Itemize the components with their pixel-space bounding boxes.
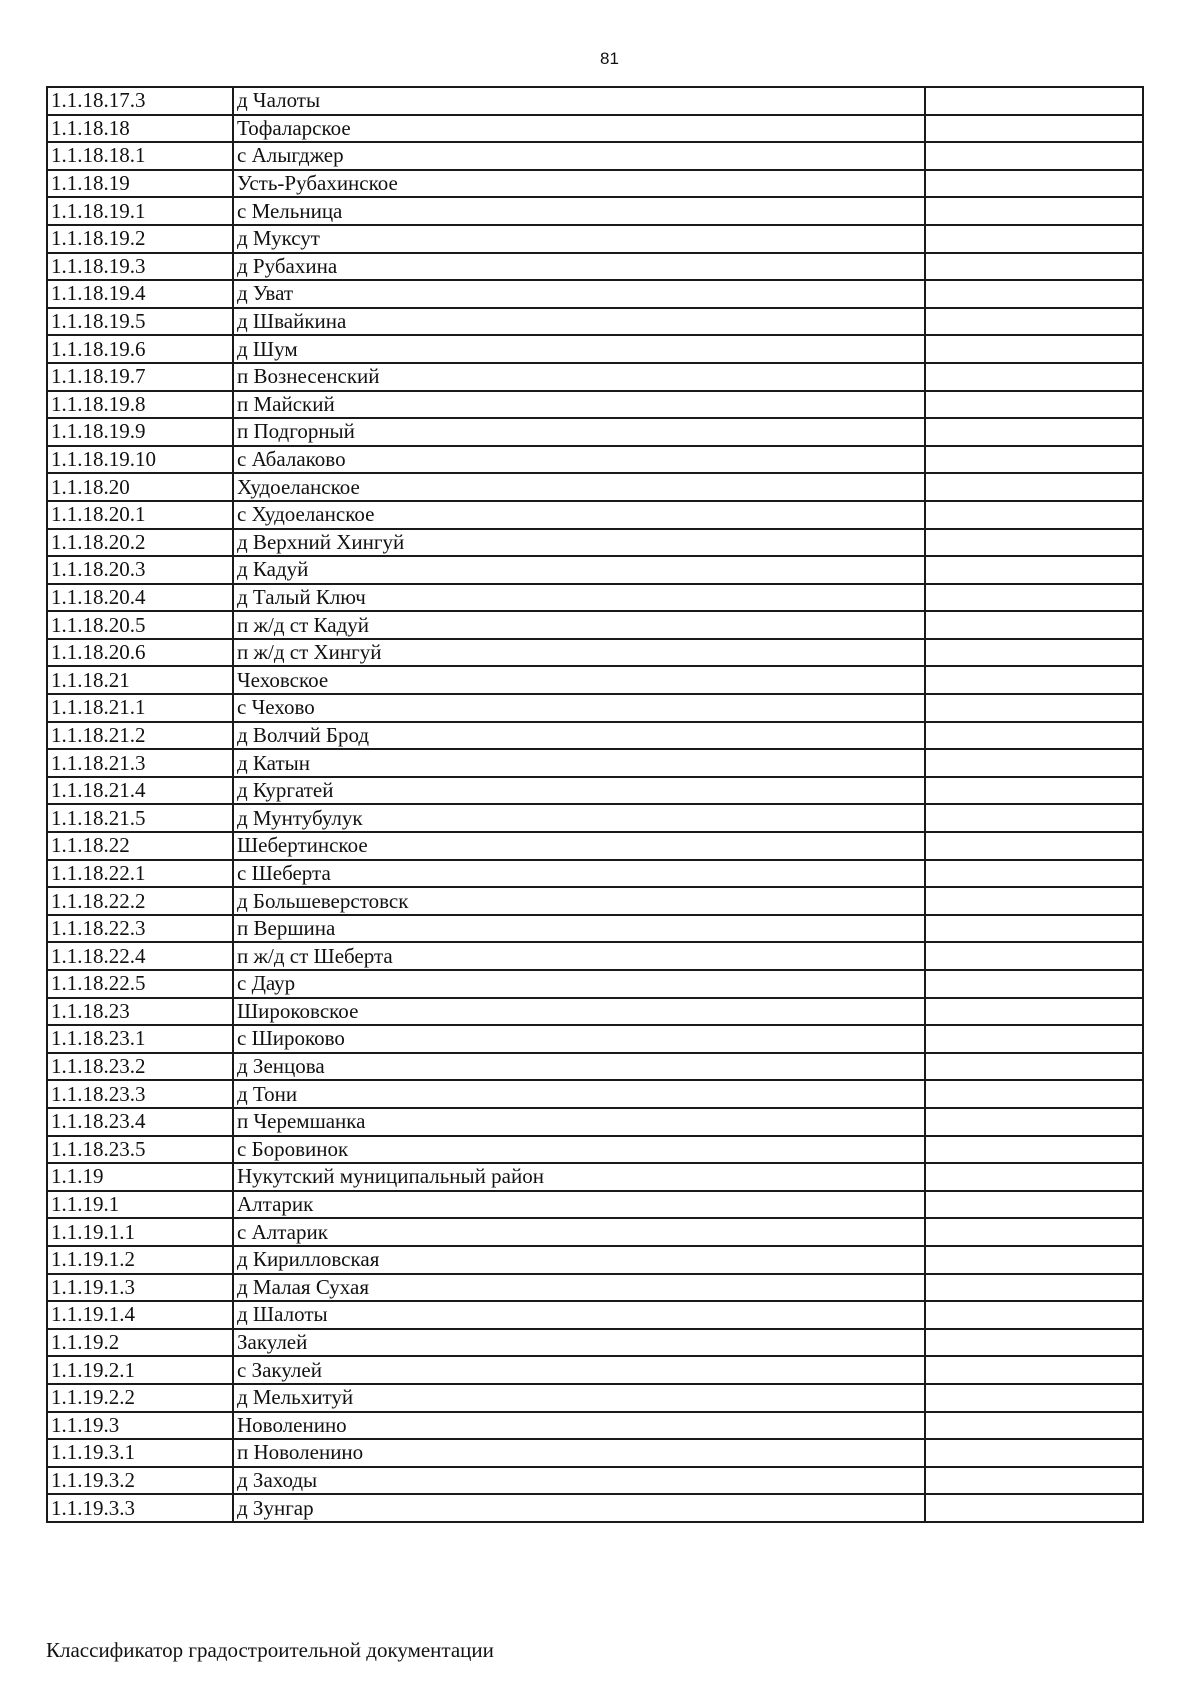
empty-cell: [925, 942, 1143, 970]
empty-cell: [925, 225, 1143, 253]
code-cell: 1.1.18.20.6: [47, 639, 233, 667]
empty-cell: [925, 529, 1143, 557]
code-cell: 1.1.18.23: [47, 998, 233, 1026]
code-cell: 1.1.19.2.2: [47, 1384, 233, 1412]
code-cell: 1.1.19.1.4: [47, 1301, 233, 1329]
empty-cell: [925, 1080, 1143, 1108]
table-row: [47, 418, 1143, 446]
code-cell: 1.1.19.2: [47, 1329, 233, 1357]
code-cell: 1.1.18.23.1: [47, 1025, 233, 1053]
code-cell: 1.1.18.19.8: [47, 391, 233, 419]
page-number: 81: [600, 49, 619, 68]
table-row: [47, 1274, 1143, 1302]
code-cell: 1.1.18.21.1: [47, 694, 233, 722]
table-row: [47, 363, 1143, 391]
empty-cell: [925, 970, 1143, 998]
name-cell: д Кирилловская: [233, 1246, 925, 1274]
empty-cell: [925, 722, 1143, 750]
name-cell: д Тони: [233, 1080, 925, 1108]
name-cell: Новоленино: [233, 1412, 925, 1440]
empty-cell: [925, 998, 1143, 1026]
name-cell: п ж/д ст Хингуй: [233, 639, 925, 667]
table-row: [47, 1439, 1143, 1467]
empty-cell: [925, 335, 1143, 363]
empty-cell: [925, 666, 1143, 694]
name-cell: Тофаларское: [233, 115, 925, 143]
empty-cell: [925, 473, 1143, 501]
table-row: [47, 1246, 1143, 1274]
empty-cell: [925, 804, 1143, 832]
code-cell: 1.1.18.19.1: [47, 197, 233, 225]
code-cell: 1.1.18.20.4: [47, 584, 233, 612]
name-cell: п Вознесенский: [233, 363, 925, 391]
table-row: [47, 1191, 1143, 1219]
empty-cell: [925, 1246, 1143, 1274]
code-cell: 1.1.19.1: [47, 1191, 233, 1219]
empty-cell: [925, 1439, 1143, 1467]
table-row: [47, 1384, 1143, 1412]
table-row: [47, 1080, 1143, 1108]
table-row: [47, 777, 1143, 805]
table-row: [47, 832, 1143, 860]
name-cell: Худоеланское: [233, 473, 925, 501]
empty-cell: [925, 1163, 1143, 1191]
empty-cell: [925, 1467, 1143, 1495]
table-row: [47, 860, 1143, 888]
code-cell: 1.1.18.18.1: [47, 142, 233, 170]
empty-cell: [925, 556, 1143, 584]
code-cell: 1.1.18.19.3: [47, 253, 233, 281]
code-cell: 1.1.18.19.5: [47, 308, 233, 336]
code-cell: 1.1.18.19.10: [47, 446, 233, 474]
name-cell: Закулей: [233, 1329, 925, 1357]
table-row: [47, 584, 1143, 612]
name-cell: Нукутский муниципальный район: [233, 1163, 925, 1191]
code-cell: 1.1.18.22.4: [47, 942, 233, 970]
table-row: [47, 335, 1143, 363]
name-cell: д Зенцова: [233, 1053, 925, 1081]
name-cell: д Кургатей: [233, 777, 925, 805]
empty-cell: [925, 142, 1143, 170]
empty-cell: [925, 1218, 1143, 1246]
table-row: [47, 170, 1143, 198]
table-row: [47, 446, 1143, 474]
name-cell: Шебертинское: [233, 832, 925, 860]
name-cell: п Подгорный: [233, 418, 925, 446]
table-row: [47, 1356, 1143, 1384]
name-cell: д Рубахина: [233, 253, 925, 281]
code-cell: 1.1.18.20.3: [47, 556, 233, 584]
code-cell: 1.1.18.20.5: [47, 611, 233, 639]
table-row: [47, 142, 1143, 170]
table-row: [47, 1163, 1143, 1191]
table-row: [47, 225, 1143, 253]
code-cell: 1.1.19.1.1: [47, 1218, 233, 1246]
name-cell: д Верхний Хингуй: [233, 529, 925, 557]
name-cell: с Худоеланское: [233, 501, 925, 529]
name-cell: с Алыгджер: [233, 142, 925, 170]
code-cell: 1.1.19.3.1: [47, 1439, 233, 1467]
code-cell: 1.1.18.19.7: [47, 363, 233, 391]
name-cell: с Мельница: [233, 197, 925, 225]
empty-cell: [925, 1025, 1143, 1053]
code-cell: 1.1.19: [47, 1163, 233, 1191]
code-cell: 1.1.18.23.4: [47, 1108, 233, 1136]
name-cell: д Мунтубулук: [233, 804, 925, 832]
table-row: [47, 1301, 1143, 1329]
empty-cell: [925, 1412, 1143, 1440]
empty-cell: [925, 363, 1143, 391]
code-cell: 1.1.18.19.9: [47, 418, 233, 446]
code-cell: 1.1.18.22: [47, 832, 233, 860]
empty-cell: [925, 1384, 1143, 1412]
code-cell: 1.1.18.22.5: [47, 970, 233, 998]
empty-cell: [925, 87, 1143, 115]
name-cell: Широковское: [233, 998, 925, 1026]
name-cell: д Швайкина: [233, 308, 925, 336]
empty-cell: [925, 1136, 1143, 1164]
name-cell: с Шеберта: [233, 860, 925, 888]
name-cell: д Волчий Брод: [233, 722, 925, 750]
empty-cell: [925, 584, 1143, 612]
name-cell: Чеховское: [233, 666, 925, 694]
code-cell: 1.1.18.19: [47, 170, 233, 198]
table-row: [47, 942, 1143, 970]
name-cell: п ж/д ст Кадуй: [233, 611, 925, 639]
code-cell: 1.1.19.3.3: [47, 1494, 233, 1522]
empty-cell: [925, 1494, 1143, 1522]
code-cell: 1.1.19.1.2: [47, 1246, 233, 1274]
table-row: [47, 115, 1143, 143]
name-cell: д Малая Сухая: [233, 1274, 925, 1302]
name-cell: с Абалаково: [233, 446, 925, 474]
name-cell: п Майский: [233, 391, 925, 419]
empty-cell: [925, 694, 1143, 722]
classifier-table-body: [47, 87, 1143, 1522]
name-cell: п ж/д ст Шеберта: [233, 942, 925, 970]
table-row: [47, 1025, 1143, 1053]
empty-cell: [925, 253, 1143, 281]
empty-cell: [925, 639, 1143, 667]
empty-cell: [925, 749, 1143, 777]
table-row: [47, 639, 1143, 667]
name-cell: с Чехово: [233, 694, 925, 722]
name-cell: с Алтарик: [233, 1218, 925, 1246]
table-row: [47, 1467, 1143, 1495]
table-row: [47, 804, 1143, 832]
table-row: [47, 998, 1143, 1026]
name-cell: с Боровинок: [233, 1136, 925, 1164]
empty-cell: [925, 308, 1143, 336]
name-cell: Алтарик: [233, 1191, 925, 1219]
name-cell: д Шум: [233, 335, 925, 363]
empty-cell: [925, 391, 1143, 419]
name-cell: п Черемшанка: [233, 1108, 925, 1136]
table-row: [47, 529, 1143, 557]
empty-cell: [925, 170, 1143, 198]
empty-cell: [925, 1108, 1143, 1136]
table-row: [47, 280, 1143, 308]
table-row: [47, 1108, 1143, 1136]
table-row: [47, 308, 1143, 336]
table-row: [47, 722, 1143, 750]
empty-cell: [925, 280, 1143, 308]
name-cell: д Кадуй: [233, 556, 925, 584]
document-footer: Классификатор градостроительной документации: [46, 1638, 494, 1662]
table-row: [47, 1053, 1143, 1081]
name-cell: д Муксут: [233, 225, 925, 253]
empty-cell: [925, 887, 1143, 915]
empty-cell: [925, 1356, 1143, 1384]
code-cell: 1.1.19.3: [47, 1412, 233, 1440]
classifier-table: [46, 86, 1144, 1523]
name-cell: Усть-Рубахинское: [233, 170, 925, 198]
code-cell: 1.1.18.20: [47, 473, 233, 501]
name-cell: д Чалоты: [233, 87, 925, 115]
code-cell: 1.1.19.2.1: [47, 1356, 233, 1384]
table-row: [47, 1136, 1143, 1164]
table-row: [47, 87, 1143, 115]
name-cell: с Даур: [233, 970, 925, 998]
table-row: [47, 501, 1143, 529]
name-cell: д Уват: [233, 280, 925, 308]
empty-cell: [925, 197, 1143, 225]
empty-cell: [925, 611, 1143, 639]
code-cell: 1.1.18.22.2: [47, 887, 233, 915]
empty-cell: [925, 860, 1143, 888]
table-row: [47, 749, 1143, 777]
code-cell: 1.1.18.19.6: [47, 335, 233, 363]
code-cell: 1.1.18.22.1: [47, 860, 233, 888]
name-cell: д Заходы: [233, 1467, 925, 1495]
code-cell: 1.1.18.20.1: [47, 501, 233, 529]
code-cell: 1.1.18.19.4: [47, 280, 233, 308]
empty-cell: [925, 418, 1143, 446]
name-cell: д Талый Ключ: [233, 584, 925, 612]
table-row: [47, 1329, 1143, 1357]
code-cell: 1.1.18.18: [47, 115, 233, 143]
empty-cell: [925, 115, 1143, 143]
name-cell: д Мельхитуй: [233, 1384, 925, 1412]
table-row: [47, 970, 1143, 998]
table-row: [47, 556, 1143, 584]
code-cell: 1.1.18.21.3: [47, 749, 233, 777]
empty-cell: [925, 915, 1143, 943]
code-cell: 1.1.18.21: [47, 666, 233, 694]
table-row: [47, 1412, 1143, 1440]
name-cell: с Закулей: [233, 1356, 925, 1384]
code-cell: 1.1.18.21.2: [47, 722, 233, 750]
code-cell: 1.1.19.3.2: [47, 1467, 233, 1495]
table-row: [47, 611, 1143, 639]
empty-cell: [925, 1274, 1143, 1302]
code-cell: 1.1.18.17.3: [47, 87, 233, 115]
table-row: [47, 391, 1143, 419]
table-row: [47, 666, 1143, 694]
table-row: [47, 1218, 1143, 1246]
table-row: [47, 473, 1143, 501]
name-cell: п Новоленино: [233, 1439, 925, 1467]
name-cell: п Вершина: [233, 915, 925, 943]
table-row: [47, 694, 1143, 722]
code-cell: 1.1.18.22.3: [47, 915, 233, 943]
code-cell: 1.1.18.23.5: [47, 1136, 233, 1164]
name-cell: д Большеверстовск: [233, 887, 925, 915]
table-row: [47, 887, 1143, 915]
name-cell: д Зунгар: [233, 1494, 925, 1522]
empty-cell: [925, 777, 1143, 805]
name-cell: д Катын: [233, 749, 925, 777]
code-cell: 1.1.18.21.5: [47, 804, 233, 832]
empty-cell: [925, 501, 1143, 529]
name-cell: с Широково: [233, 1025, 925, 1053]
code-cell: 1.1.18.20.2: [47, 529, 233, 557]
code-cell: 1.1.18.21.4: [47, 777, 233, 805]
table-row: [47, 253, 1143, 281]
code-cell: 1.1.18.19.2: [47, 225, 233, 253]
empty-cell: [925, 1053, 1143, 1081]
code-cell: 1.1.18.23.3: [47, 1080, 233, 1108]
table-row: [47, 197, 1143, 225]
code-cell: 1.1.18.23.2: [47, 1053, 233, 1081]
name-cell: д Шалоты: [233, 1301, 925, 1329]
empty-cell: [925, 832, 1143, 860]
empty-cell: [925, 1301, 1143, 1329]
code-cell: 1.1.19.1.3: [47, 1274, 233, 1302]
table-row: [47, 915, 1143, 943]
empty-cell: [925, 446, 1143, 474]
empty-cell: [925, 1191, 1143, 1219]
table-row: [47, 1494, 1143, 1522]
empty-cell: [925, 1329, 1143, 1357]
